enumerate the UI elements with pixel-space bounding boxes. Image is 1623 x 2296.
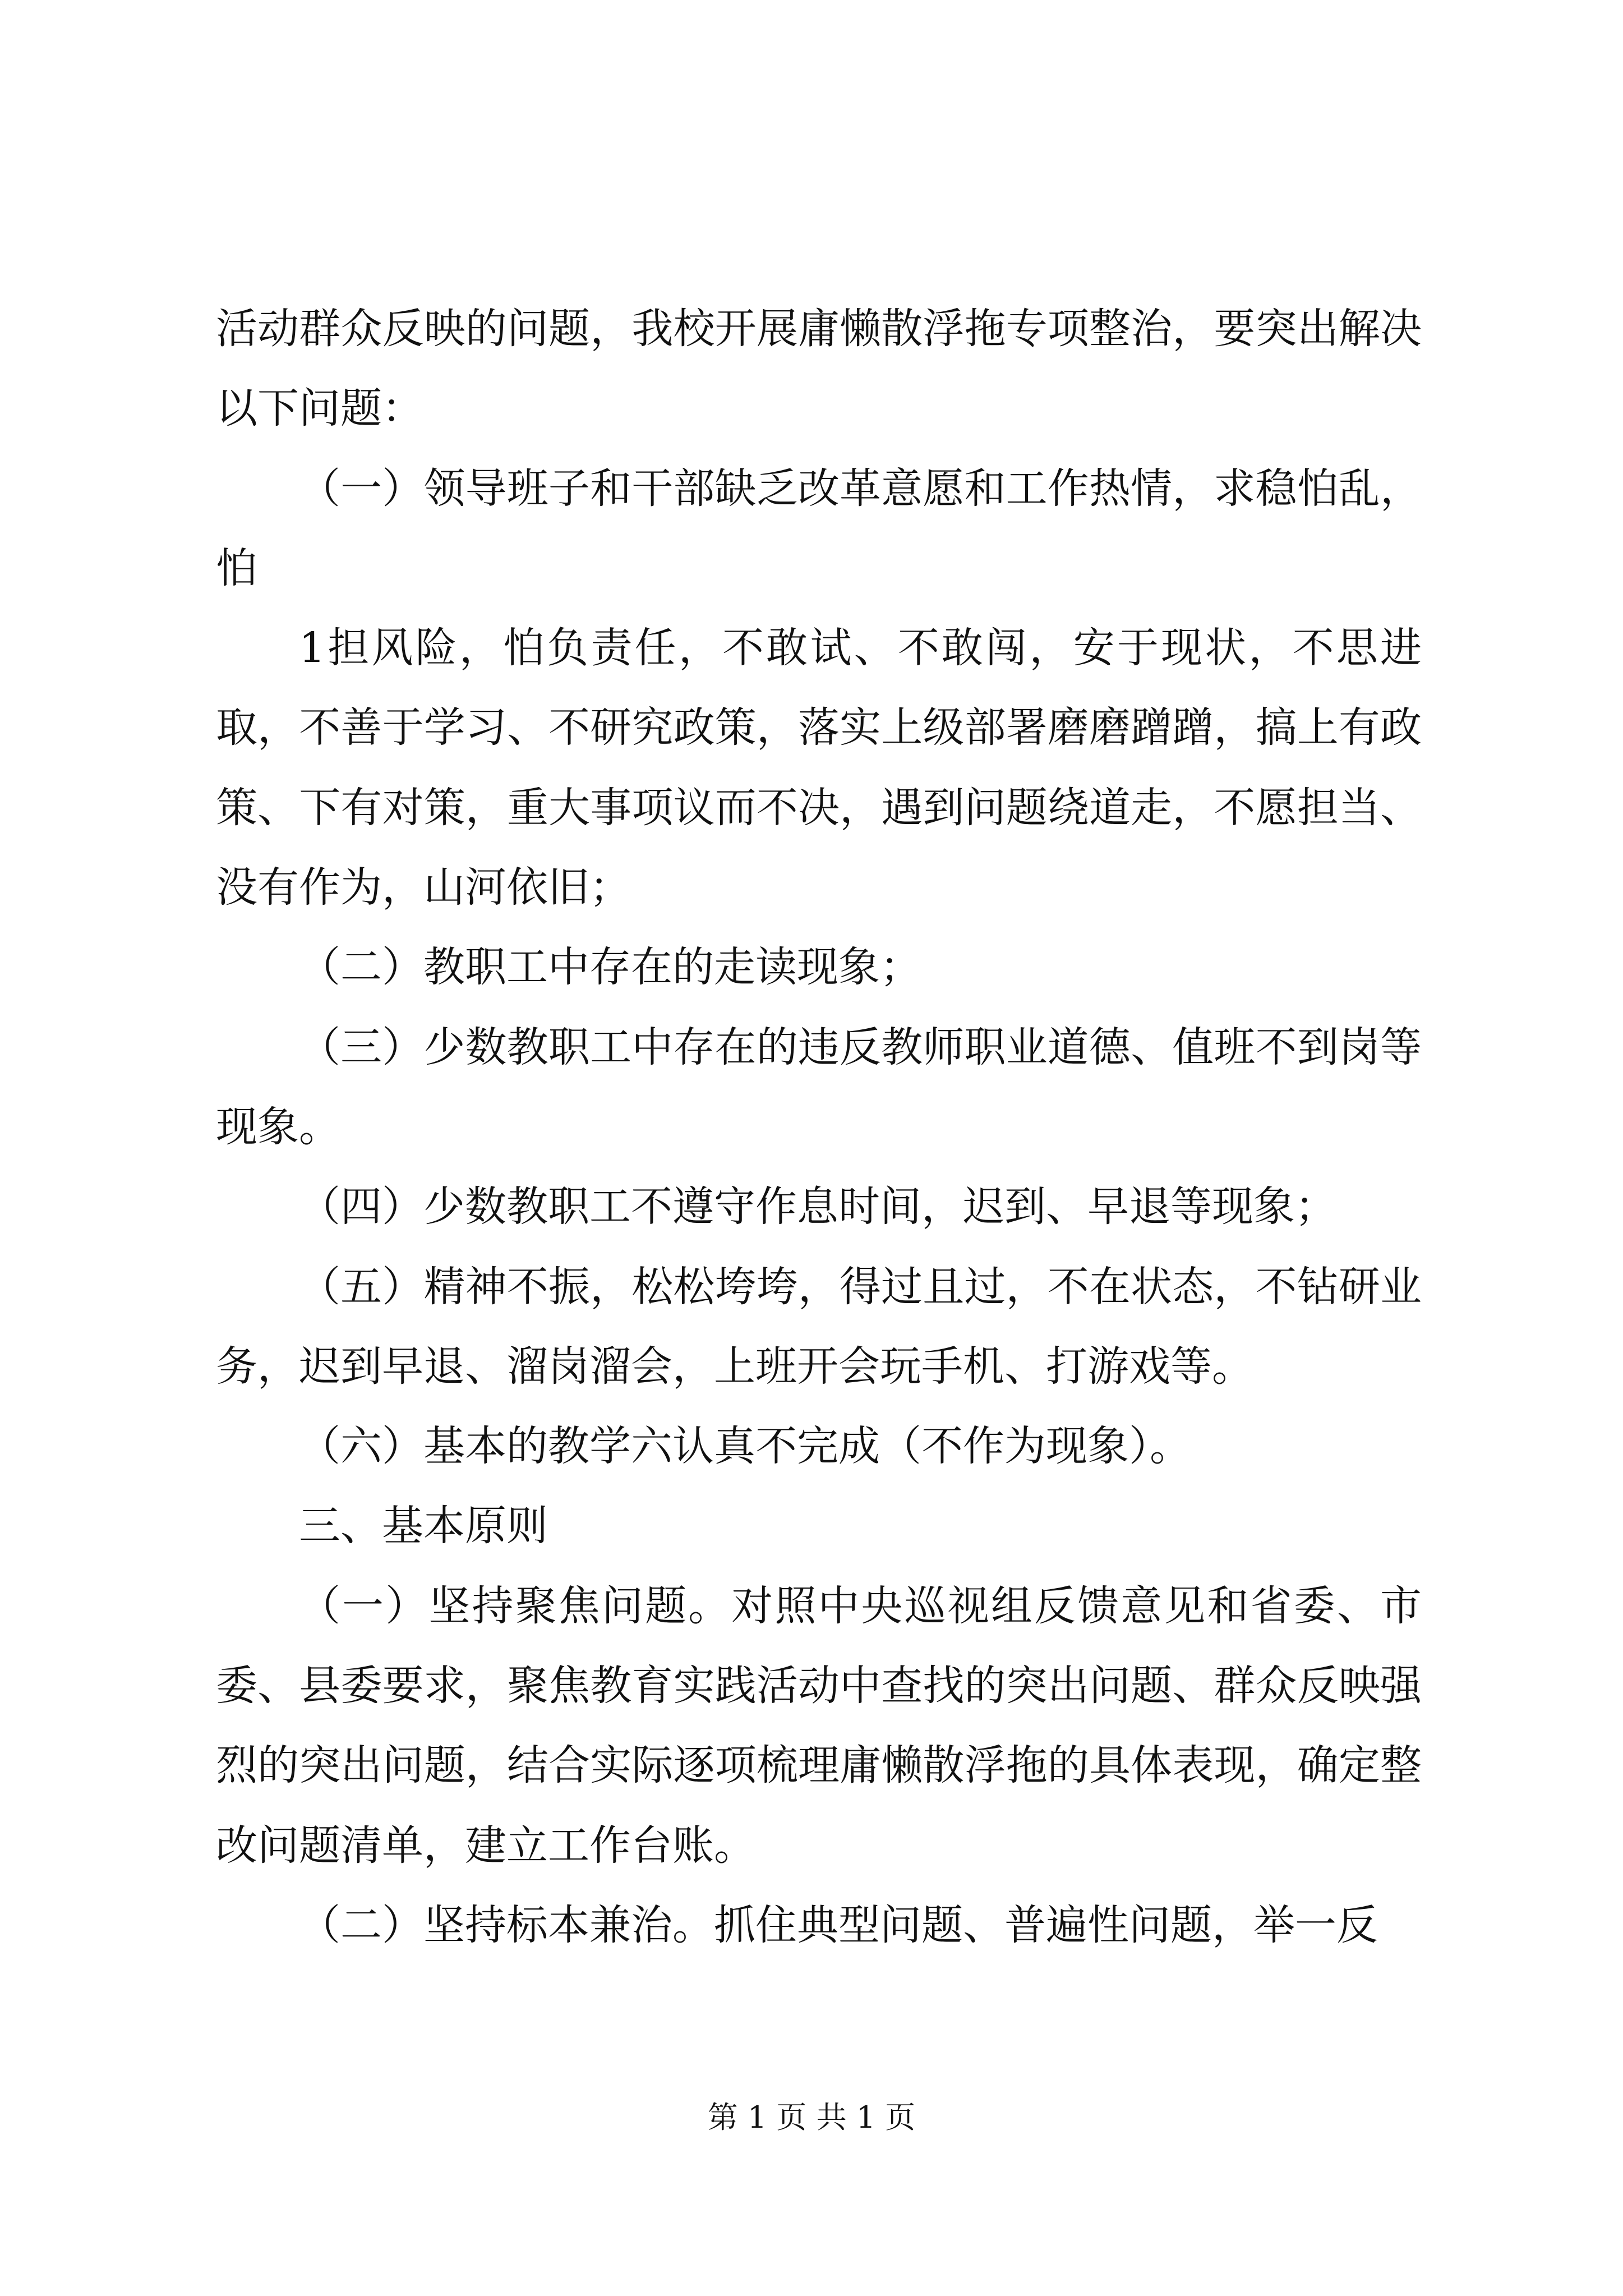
paragraph-item-1-heading: （一）领导班子和干部缺乏改革意愿和工作热情，求稳怕乱，怕: [216, 464, 1422, 592]
paragraph-principle-2: （二）坚持标本兼治。抓住典型问题、普遍性问题，举一反: [299, 1901, 1378, 1949]
paragraph-item-3: （三）少数教职工中存在的违反教师职业道德、值班不到岗等现象。: [216, 1023, 1422, 1151]
paragraph-intro: 活动群众反映的问题，我校开展庸懒散浮拖专项整治，要突出解决以下问题：: [216, 305, 1422, 433]
section-heading-basic-principles: 三、基本原则: [299, 1502, 548, 1550]
paragraph-item-1-body: 1担风险，怕负责任，不敢试、不敢闯，安于现状，不思进取，不善于学习、不研究政策，落实上级部署磨磨蹭蹭，搞上有政策、下有对策，重大事项议而不决，遇到问题绕道走，不愿担当、没有作为，山河依旧；: [216, 624, 1422, 912]
paragraph-principle-1: （一）坚持聚焦问题。对照中央巡视组反馈意见和省委、市委、县委要求，聚焦教育实践活动中查找的突出问题、群众反映强烈的突出问题，结合实际逐项梳理庸懒散浮拖的具体表现，确定整改问题清单，建立工作台账。: [216, 1581, 1422, 1870]
paragraph-item-5: （五）精神不振，松松垮垮，得过且过，不在状态，不钻研业务，迟到早退、溜岗溜会，上班开会玩手机、打游戏等。: [216, 1262, 1422, 1391]
page-footer: [0, 2098, 1623, 2137]
document-body: [216, 289, 1422, 1965]
paragraph-item-6: （六）基本的教学六认真不完成（不作为现象）。: [299, 1422, 1191, 1471]
page-number-label: 第 1 页 共 1 页: [707, 2100, 916, 2135]
paragraph-item-4: （四）少数教职工不遵守作息时间，迟到、早退等现象；: [299, 1182, 1336, 1231]
paragraph-item-2: （二）教职工中存在的走读现象；: [299, 943, 921, 992]
